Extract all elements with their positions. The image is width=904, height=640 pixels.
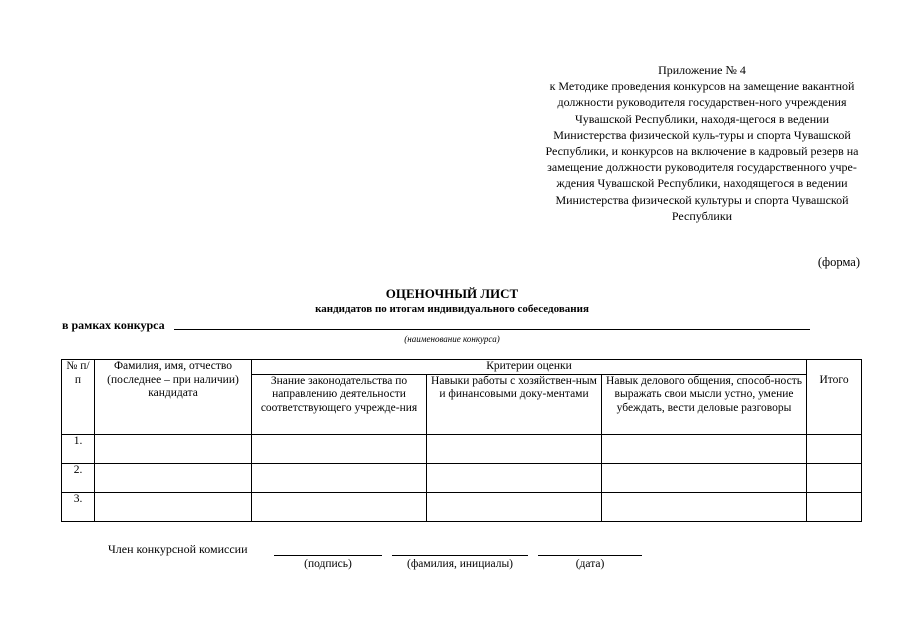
table-cell[interactable]	[602, 434, 807, 463]
table-cell[interactable]	[95, 434, 252, 463]
table-row	[62, 492, 862, 521]
table-cell[interactable]	[252, 463, 427, 492]
annex-text: к Методике проведения конкурсов на замещение вакантной должности руководителя государствен-ного учреждения Чувашской Республики, находя-щегося в ведении Министерства физической куль-туры и спорта Чувашской Республики, и конкурсов на включение в кадровый резерв на замещение должности руководителя государственного учре-ждения Чувашской Республики, находящегося в ведении Министерства физической культуры и спорта Чувашской Республики	[545, 79, 859, 223]
header-criterion-1: Знание законодательства по направлению деятельности соответствующего учрежде-ния	[252, 374, 427, 434]
table-cell[interactable]	[807, 434, 862, 463]
table-cell[interactable]	[427, 492, 602, 521]
header-num: № п/п	[62, 360, 95, 435]
table-cell[interactable]	[252, 434, 427, 463]
signature-label: Член конкурсной комиссии	[108, 542, 248, 556]
row-number: 2.	[62, 463, 95, 492]
contest-row	[62, 318, 822, 334]
annex-block	[540, 62, 864, 224]
date-line	[538, 555, 642, 556]
table-header-row	[62, 360, 862, 375]
evaluation-table	[61, 359, 862, 522]
form-note: (форма)	[817, 255, 860, 269]
header-criterion-3: Навык делового общения, способ-ность выражать свои мысли устно, умение убеждать, вести деловые разговоры	[602, 374, 807, 434]
table-cell[interactable]	[252, 492, 427, 521]
header-name: Фамилия, имя, отчество (последнее – при наличии) кандидата	[95, 360, 252, 435]
table-cell[interactable]	[807, 463, 862, 492]
table-cell[interactable]	[427, 463, 602, 492]
document-title: ОЦЕНОЧНЫЙ ЛИСТ	[385, 286, 519, 301]
contest-label: в рамках конкурса	[62, 318, 165, 332]
contest-name-line	[174, 329, 810, 330]
table-cell[interactable]	[807, 492, 862, 521]
header-total: Итого	[807, 360, 862, 435]
table-cell[interactable]	[602, 463, 807, 492]
table-cell[interactable]	[427, 434, 602, 463]
annex-title: Приложение № 4	[658, 63, 746, 77]
table-cell[interactable]	[95, 492, 252, 521]
row-number: 3.	[62, 492, 95, 521]
name-caption: (фамилия, инициалы)	[406, 558, 514, 570]
header-criterion-2: Навыки работы с хозяйствен-ным и финансовыми доку-ментами	[427, 374, 602, 434]
row-number: 1.	[62, 434, 95, 463]
table-cell[interactable]	[95, 463, 252, 492]
header-criteria: Критерии оценки	[252, 360, 807, 375]
signature-row	[0, 542, 904, 582]
contest-hint: (наименование конкурса)	[404, 334, 500, 344]
table-cell[interactable]	[602, 492, 807, 521]
name-line	[392, 555, 528, 556]
table-row	[62, 463, 862, 492]
document-subtitle: кандидатов по итогам индивидуального собеседования	[315, 303, 589, 315]
date-caption: (дата)	[575, 558, 605, 570]
signature-line	[274, 555, 382, 556]
table-row	[62, 434, 862, 463]
signature-caption: (подпись)	[304, 558, 352, 570]
